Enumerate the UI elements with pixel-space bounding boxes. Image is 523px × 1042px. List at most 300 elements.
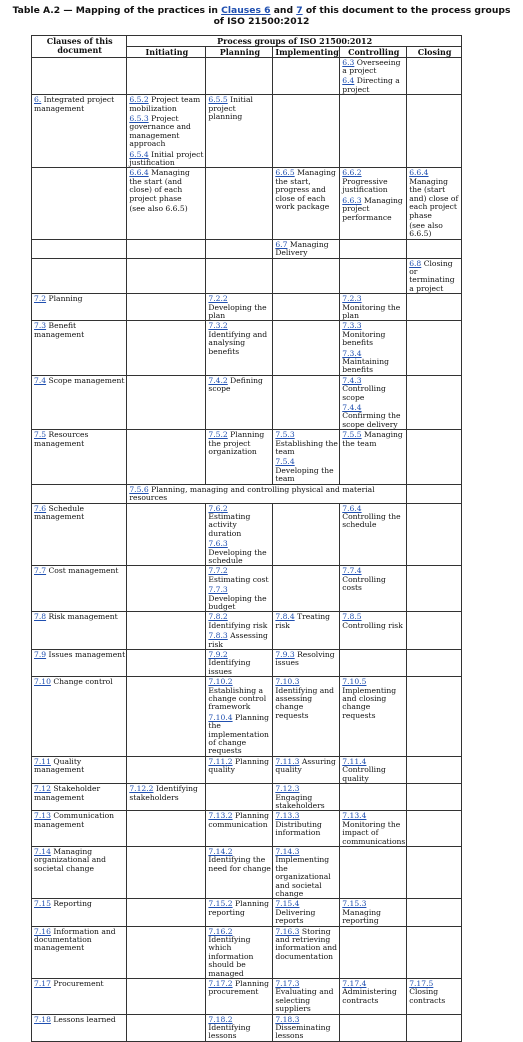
practice-entry	[208, 540, 271, 565]
clause-cell	[32, 95, 127, 168]
practice-text: Quality management	[34, 756, 85, 775]
table-row	[32, 294, 462, 321]
clo-cell	[407, 258, 462, 294]
clause-ref-link[interactable]: 7.5.5	[342, 430, 362, 440]
practice-entry	[34, 785, 125, 802]
clause-ref-link[interactable]: 7.4.3	[342, 375, 362, 385]
imp-cell	[273, 57, 340, 95]
table-row	[32, 612, 462, 650]
clause-ref-link[interactable]: 7.7	[34, 566, 47, 576]
practice-entry	[129, 486, 405, 503]
clause-ref-link[interactable]: 7.16.2	[208, 926, 233, 936]
pla-cell	[206, 650, 273, 677]
table-row	[32, 258, 462, 294]
pla-cell	[206, 375, 273, 429]
ini-cell	[127, 430, 206, 484]
clause-cell	[32, 258, 127, 294]
clause-ref-link[interactable]: 7.5.4	[275, 457, 295, 467]
con-cell	[340, 1014, 407, 1041]
title-text: of ISO 21500:2012	[213, 16, 310, 27]
clo-cell	[407, 612, 462, 650]
clause-ref-link[interactable]: 7.3.4	[342, 348, 362, 358]
clause-ref-link[interactable]: 7.16.3	[275, 926, 300, 936]
practice-entry	[34, 758, 125, 775]
practice-text: Scope management	[48, 375, 125, 385]
practice-text: Managing organizational and societal change	[34, 846, 107, 873]
practice-text: Managing the (start and) close of each project phase	[409, 176, 459, 220]
table-row	[32, 321, 462, 375]
clo-cell	[407, 1014, 462, 1041]
practice-text: Administering contracts	[342, 987, 397, 1005]
practice-entry	[129, 115, 204, 149]
con-cell	[340, 899, 407, 926]
pla-cell	[206, 784, 273, 811]
practice-entry	[208, 613, 271, 630]
table-row	[32, 430, 462, 484]
table-row	[32, 756, 462, 783]
practice-entry	[275, 928, 338, 962]
practice-entry	[275, 980, 338, 1014]
practice-text: Developing the schedule	[208, 547, 267, 565]
practice-entry	[342, 758, 405, 783]
practice-text: Identifying issues	[208, 658, 251, 676]
practice-text: Engaging stakeholders	[275, 792, 325, 810]
clause-ref-link[interactable]: 7.8.4	[275, 612, 295, 622]
practice-entry	[409, 980, 460, 1005]
ini-cell	[127, 811, 206, 847]
practice-entry	[275, 785, 338, 810]
clause-ref-link[interactable]: 7.8.3	[208, 631, 228, 641]
clause-ref-link[interactable]: 7.4.2	[208, 375, 228, 385]
mapping-table	[31, 35, 462, 1042]
clause-ref-link[interactable]: 6.4	[342, 76, 355, 86]
practice-entry	[342, 567, 405, 592]
clause-ref-link[interactable]: 7.10.4	[208, 712, 233, 722]
practice-text: Planning	[48, 294, 83, 304]
clause-ref-link[interactable]: 7.9.3	[275, 650, 295, 659]
practice-entry	[34, 96, 125, 113]
clause-ref-link[interactable]: 6.5.3	[129, 114, 149, 124]
imp-cell	[273, 784, 340, 811]
practice-entry	[409, 260, 460, 294]
clause-cell	[32, 612, 127, 650]
process-groups-header: Process groups of ISO 21500:2012	[127, 36, 462, 47]
ini-cell	[127, 566, 206, 612]
practice-text: Planning reporting	[208, 899, 270, 917]
practice-entry	[34, 651, 125, 659]
ini-cell	[127, 57, 206, 95]
practice-text: Planning communication	[208, 811, 270, 829]
practice-text: Identifying the need for change	[208, 855, 271, 873]
practice-text: Confirming the scope delivery	[342, 411, 401, 429]
clause-ref-link[interactable]: 7.11	[34, 756, 51, 766]
clause-ref-link[interactable]: 7.3.2	[208, 321, 228, 331]
pla-cell	[206, 321, 273, 375]
clause-ref-link[interactable]: 7.5.6	[129, 484, 149, 494]
clause-ref-link[interactable]: 7.12	[34, 784, 51, 794]
clause-ref-link[interactable]: 7.14	[34, 846, 51, 856]
practice-text: Project team mobilization	[129, 95, 201, 113]
clause-ref-link[interactable]: 7.3	[34, 321, 47, 331]
practice-text: Risk management	[48, 612, 118, 622]
practice-text: Project governance and management approach	[129, 114, 191, 149]
imp-cell	[273, 430, 340, 484]
practice-entry	[34, 613, 125, 621]
clause-ref-link[interactable]: 6.5.4	[129, 149, 149, 159]
clause-ref-link[interactable]: 7.2	[34, 294, 47, 304]
clo-cell	[407, 239, 462, 258]
imp-cell	[273, 258, 340, 294]
clause-ref-link[interactable]: 7.10.2	[208, 677, 233, 687]
practice-text: Implementing the organizational and societal change	[275, 855, 331, 898]
clause-ref-link[interactable]: 7.18.3	[275, 1014, 300, 1024]
practice-entry	[208, 567, 271, 584]
practice-entry	[208, 96, 271, 121]
practice-text: Communication management	[34, 811, 115, 829]
clause-ref-link[interactable]: 7.12.3	[275, 784, 300, 794]
clause-ref-link[interactable]: 7.18.2	[208, 1014, 233, 1024]
table-row	[32, 677, 462, 757]
clo-cell	[407, 430, 462, 484]
clause-cell	[32, 168, 127, 239]
con-cell	[340, 566, 407, 612]
clause-ref-link[interactable]: 7.2.3	[342, 294, 362, 304]
clause-ref-link[interactable]: 7.17.5	[409, 979, 434, 989]
clause-cell	[32, 677, 127, 757]
empty-cell	[32, 484, 127, 503]
table-row	[32, 846, 462, 898]
practice-entry	[275, 678, 338, 720]
practice-entry	[208, 758, 271, 775]
clause-ref-link[interactable]: 7.13	[34, 811, 51, 821]
clause-ref-link[interactable]: 6.5.5	[208, 95, 228, 105]
clause-ref-link[interactable]: 7.9	[34, 650, 47, 659]
clause-ref-link[interactable]: 6.6.2	[342, 168, 362, 178]
con-cell	[340, 239, 407, 258]
practice-entry	[275, 458, 338, 483]
imp-cell	[273, 503, 340, 566]
con-cell	[340, 756, 407, 783]
clause-ref-link[interactable]: 7.17.4	[342, 979, 367, 989]
clause-cell	[32, 899, 127, 926]
table-row	[32, 375, 462, 429]
practice-entry	[275, 613, 338, 630]
ini-cell	[127, 258, 206, 294]
practice-text: Controlling scope	[342, 384, 386, 402]
practice-text: Managing the start, progress and close of each work package	[275, 168, 336, 212]
clo-cell	[407, 566, 462, 612]
clause-ref-link[interactable]: 7.5.3	[275, 430, 295, 440]
clause-ref-link[interactable]: 7.14.3	[275, 846, 300, 856]
clause-ref-link[interactable]: 7.15.2	[208, 899, 233, 909]
practice-text: Overseeing a project	[342, 57, 401, 75]
clo-cell	[407, 503, 462, 566]
clause-cell	[32, 1014, 127, 1041]
title-text: and	[270, 5, 297, 16]
clause-ref-link[interactable]: 7.10.3	[275, 677, 300, 687]
practice-text: Evaluating and selecting suppliers	[275, 987, 334, 1014]
table-row	[32, 168, 462, 239]
clause-ref-link[interactable]: 6.6.4	[409, 168, 429, 178]
clause-ref-link[interactable]: 7.6	[34, 503, 47, 513]
practice-entry	[34, 322, 125, 339]
pla-cell	[206, 503, 273, 566]
practice-text: Managing the team	[342, 430, 403, 448]
table-row	[32, 1014, 462, 1041]
practice-entry	[275, 758, 338, 775]
table-title	[10, 5, 513, 27]
practice-entry	[342, 59, 405, 76]
practice-text: Managing Delivery	[275, 239, 329, 258]
practice-entry	[129, 785, 204, 802]
practice-text: Delivering reports	[275, 907, 316, 926]
clause-ref-link[interactable]: 7.3.3	[342, 321, 362, 331]
ini-cell	[127, 650, 206, 677]
clause-ref-link[interactable]: 7.17.2	[208, 979, 233, 989]
practice-text: Change control	[53, 677, 113, 687]
clause-ref-link[interactable]: 7.17.3	[275, 979, 300, 989]
clo-cell	[407, 168, 462, 239]
practice-text: Identifying lessons	[208, 1023, 251, 1041]
clause-ref-link[interactable]: 7.6.3	[208, 539, 228, 549]
pla-cell	[206, 57, 273, 95]
clause-ref-link[interactable]: 7.16	[34, 926, 51, 936]
clause-cell	[32, 503, 127, 566]
table-body	[32, 57, 462, 1041]
title-text: of this document to the process groups	[302, 5, 511, 16]
practice-entry	[342, 980, 405, 1005]
con-cell	[340, 57, 407, 95]
pla-cell	[206, 258, 273, 294]
practice-text: Information and documentation management	[34, 926, 116, 953]
table-row	[32, 899, 462, 926]
clause-ref-link[interactable]: 7.12.2	[129, 784, 154, 794]
practice-entry	[409, 169, 460, 219]
pla-cell	[206, 294, 273, 321]
table-row	[32, 811, 462, 847]
ini-cell	[127, 239, 206, 258]
clause-ref-link[interactable]: 7.8.5	[342, 612, 362, 622]
practice-text: Controlling the schedule	[342, 511, 401, 530]
practice-text: Planning the implementation of change requests	[208, 712, 270, 756]
clause-ref-link[interactable]: 7.13.3	[275, 811, 300, 821]
ini-cell	[127, 321, 206, 375]
pla-cell	[206, 1014, 273, 1041]
practice-entry	[34, 377, 125, 385]
clause-ref-link[interactable]: 7.5	[34, 430, 47, 440]
practice-text: Planning the project organization	[208, 430, 265, 457]
clause-ref-link[interactable]: 7.8	[34, 612, 47, 622]
ini-cell	[127, 294, 206, 321]
practice-entry	[34, 567, 125, 575]
imp-cell	[273, 677, 340, 757]
practice-entry	[342, 812, 405, 846]
practice-text: Implementing and closing change requests	[342, 685, 397, 720]
practice-text: Monitoring benefits	[342, 329, 386, 348]
clause-ref-link[interactable]: 7.15	[34, 899, 51, 909]
practice-entry	[208, 1016, 271, 1041]
practice-entry	[129, 169, 204, 203]
practice-text: Schedule management	[34, 503, 85, 521]
clause-ref-link[interactable]: 6.7	[275, 239, 288, 249]
practice-text: Maintaining benefits	[342, 357, 389, 375]
practice-text: Closing or terminating a project	[409, 258, 455, 293]
clause-ref-link[interactable]: 7.11.3	[275, 756, 300, 766]
practice-text: Assuring quality	[275, 756, 336, 775]
clause-ref-link[interactable]: 7.6.4	[342, 503, 362, 513]
practice-text: Initial project planning	[208, 95, 253, 122]
clause-ref-link[interactable]: 7.10	[34, 677, 51, 687]
practice-text: Developing the team	[275, 465, 334, 484]
clause-ref-link[interactable]: 7.18	[34, 1014, 51, 1024]
clause-cell	[32, 294, 127, 321]
clause-cell	[32, 566, 127, 612]
practice-entry	[129, 205, 204, 213]
practice-entry	[275, 431, 338, 456]
imp-cell	[273, 1014, 340, 1041]
practice-entry	[208, 632, 271, 649]
clause-ref-link[interactable]: 6.8	[409, 258, 422, 268]
practice-entry	[208, 678, 271, 712]
clause-cell	[32, 239, 127, 258]
practice-entry	[342, 350, 405, 375]
clauses-6-link[interactable]: Clauses 6	[221, 5, 271, 16]
ini-cell	[127, 375, 206, 429]
practice-text: Developing the plan	[208, 302, 267, 320]
clause-ref-link[interactable]: 7.2.2	[208, 294, 228, 304]
table-row	[32, 484, 462, 503]
pla-cell	[206, 95, 273, 168]
clause-ref-link[interactable]: 6.6.5	[275, 168, 295, 178]
clause-ref-link[interactable]: 7.11.4	[342, 756, 367, 766]
practice-entry	[275, 848, 338, 898]
practice-text: Controlling quality	[342, 765, 386, 783]
practice-text: Progressive justification	[342, 176, 388, 195]
practice-entry	[342, 295, 405, 320]
imp-cell	[273, 979, 340, 1015]
practice-text: Planning quality	[208, 756, 270, 775]
clause-ref-link[interactable]: 7.8.2	[208, 612, 228, 622]
practice-entry	[34, 505, 125, 522]
clause-ref-link[interactable]: 7.9.2	[208, 650, 228, 659]
ini-cell	[127, 612, 206, 650]
practice-entry	[34, 900, 125, 908]
clause-ref-link[interactable]: 7.4	[34, 375, 47, 385]
table-row	[32, 566, 462, 612]
practice-text: (see also 6.6.5)	[409, 220, 443, 239]
practice-text: Identifying stakeholders	[129, 784, 198, 802]
clause-ref-link[interactable]: 7.5.2	[208, 430, 228, 440]
practice-entry	[34, 848, 125, 873]
practice-text: Assessing risk	[208, 631, 268, 649]
practice-text: Distributing information	[275, 819, 322, 838]
practice-entry	[208, 928, 271, 978]
con-cell	[340, 979, 407, 1015]
ini-cell	[127, 784, 206, 811]
clause-cell	[32, 650, 127, 677]
practice-entry	[275, 169, 338, 211]
table-row	[32, 650, 462, 677]
table-row	[32, 979, 462, 1015]
clause-ref-link[interactable]: 7.4.4	[342, 403, 362, 413]
clo-cell	[407, 811, 462, 847]
clo-cell	[407, 95, 462, 168]
clause-ref-link[interactable]: 7.7.3	[208, 585, 228, 595]
practice-entry	[208, 322, 271, 356]
pla-cell	[206, 677, 273, 757]
practice-entry	[34, 431, 125, 448]
imp-cell	[273, 846, 340, 898]
imp-cell	[273, 811, 340, 847]
clause-7-link[interactable]: 7	[296, 5, 303, 16]
clo-cell	[407, 756, 462, 783]
table-row	[32, 95, 462, 168]
clause-ref-link[interactable]: 6.	[34, 95, 42, 105]
practice-entry	[34, 812, 125, 829]
clause-ref-link[interactable]: 7.17	[34, 979, 51, 989]
con-cell	[340, 375, 407, 429]
practice-text: Controlling costs	[342, 574, 386, 593]
pla-cell	[206, 612, 273, 650]
clause-ref-link[interactable]: 7.15.4	[275, 899, 300, 909]
clause-ref-link[interactable]: 7.14.2	[208, 846, 233, 856]
clause-ref-link[interactable]: 6.5.2	[129, 95, 149, 105]
clause-ref-link[interactable]: 7.7.2	[208, 566, 228, 576]
clause-ref-link[interactable]: 7.15.3	[342, 899, 367, 909]
ini-cell	[127, 95, 206, 168]
pla-cell	[206, 846, 273, 898]
clause-cell	[32, 430, 127, 484]
pla-cell	[206, 430, 273, 484]
clause-cell	[32, 321, 127, 375]
practice-entry	[342, 431, 405, 448]
con-cell	[340, 294, 407, 321]
practice-text: Managing project performance	[342, 195, 403, 222]
clause-ref-link[interactable]: 6.6.4	[129, 168, 149, 178]
clause-ref-link[interactable]: 7.11.2	[208, 756, 233, 766]
clause-ref-link[interactable]: 6.6.3	[342, 195, 362, 205]
clause-ref-link[interactable]: 6.3	[342, 57, 355, 67]
clause-ref-link[interactable]: 7.7.4	[342, 566, 362, 576]
clo-cell	[407, 677, 462, 757]
practice-text: Closing contracts	[409, 987, 446, 1005]
practice-text: Cost management	[48, 566, 119, 576]
pla-cell	[206, 811, 273, 847]
clause-cell	[32, 57, 127, 95]
clause-cell	[32, 756, 127, 783]
clause-ref-link[interactable]: 7.6.2	[208, 503, 228, 513]
clause-ref-link[interactable]: 7.13.2	[208, 811, 233, 821]
con-cell	[340, 258, 407, 294]
ini-cell	[127, 756, 206, 783]
ini-cell	[127, 979, 206, 1015]
practice-text: Identifying risk	[208, 620, 268, 630]
practice-text: Establishing the team	[275, 438, 338, 457]
practice-entry	[129, 151, 204, 168]
practice-text: Planning procurement	[208, 979, 270, 997]
practice-entry	[342, 505, 405, 530]
ini-cell	[127, 846, 206, 898]
imp-cell	[273, 375, 340, 429]
clause-ref-link[interactable]: 7.10.5	[342, 677, 367, 687]
ini-cell	[127, 899, 206, 926]
practice-entry	[208, 900, 271, 917]
pla-cell	[206, 979, 273, 1015]
practice-entry	[342, 377, 405, 402]
clause-ref-link[interactable]: 7.13.4	[342, 811, 367, 821]
practice-text: (see also 6.6.5)	[129, 204, 188, 214]
practice-entry	[409, 222, 460, 239]
